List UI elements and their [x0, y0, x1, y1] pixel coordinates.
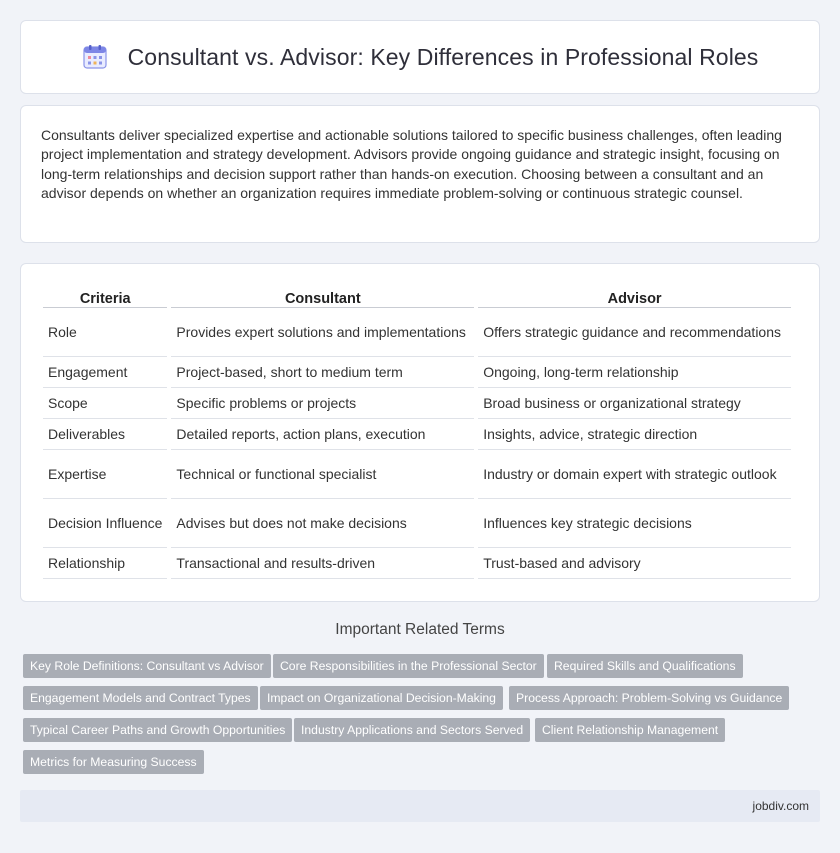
related-tag[interactable]: Key Role Definitions: Consultant vs Advisor: [23, 654, 271, 678]
comparison-table-card: [20, 263, 820, 602]
intro-card: [20, 105, 820, 243]
page-title: Consultant vs. Advisor: Key Differences in Professional Roles: [127, 43, 759, 70]
calendar-grid-icon: [82, 44, 108, 70]
table-row: [43, 357, 791, 388]
footer-site-link[interactable]: jobdiv.com: [752, 799, 809, 813]
consultant-cell: Transactional and results-driven: [171, 548, 474, 579]
related-tag[interactable]: Required Skills and Qualifications: [547, 654, 743, 678]
consultant-cell: Provides expert solutions and implementations: [171, 308, 474, 357]
consultant-cell: Advises but does not make decisions: [171, 499, 474, 548]
table-header-row: [43, 282, 791, 308]
criteria-cell: Scope: [43, 388, 167, 419]
advisor-cell: Industry or domain expert with strategic outlook: [478, 450, 791, 499]
advisor-cell: Influences key strategic decisions: [478, 499, 791, 548]
related-tag[interactable]: Engagement Models and Contract Types: [23, 686, 258, 710]
criteria-cell: Relationship: [43, 548, 167, 579]
criteria-cell: Engagement: [43, 357, 167, 388]
consultant-cell: Specific problems or projects: [171, 388, 474, 419]
intro-text: Consultants deliver specialized expertise and actionable solutions tailored to specific business challenges, often leading project implementation and strategy development. Advisors provide ongoing guidance and strategic insight, focusing on long-term relationships and decision support rather than hands-on execution. Choosing between a consultant and an advisor depends on whether an organization requires immediate problem-solving or continuous strategic counsel.: [41, 127, 782, 202]
table-row: [43, 419, 791, 450]
related-tag[interactable]: Core Responsibilities in the Professional Sector: [273, 654, 544, 678]
footer: [20, 790, 820, 822]
table-row: [43, 388, 791, 419]
table-row: [43, 548, 791, 579]
related-terms-title: Important Related Terms: [335, 621, 505, 638]
advisor-cell: Broad business or organizational strategy: [478, 388, 791, 419]
advisor-cell: Insights, advice, strategic direction: [478, 419, 791, 450]
related-tag[interactable]: Impact on Organizational Decision-Making: [260, 686, 503, 710]
consultant-cell: Project-based, short to medium term: [171, 357, 474, 388]
criteria-cell: Deliverables: [43, 419, 167, 450]
advisor-cell: Offers strategic guidance and recommendations: [478, 308, 791, 357]
advisor-cell: Ongoing, long-term relationship: [478, 357, 791, 388]
table-row: [43, 450, 791, 499]
consultant-cell: Technical or functional specialist: [171, 450, 474, 499]
header-consultant: Consultant: [171, 282, 474, 308]
table-row: [43, 308, 791, 357]
related-tag[interactable]: Client Relationship Management: [535, 718, 725, 742]
criteria-cell: Expertise: [43, 450, 167, 499]
header-card: [20, 20, 820, 94]
advisor-cell: Trust-based and advisory: [478, 548, 791, 579]
related-tag[interactable]: Typical Career Paths and Growth Opportunities: [23, 718, 292, 742]
table-row: [43, 499, 791, 548]
related-tag[interactable]: Industry Applications and Sectors Served: [294, 718, 530, 742]
comparison-table: [39, 282, 795, 579]
related-tag[interactable]: Metrics for Measuring Success: [23, 750, 204, 774]
header-criteria: Criteria: [43, 282, 167, 308]
criteria-cell: Role: [43, 308, 167, 357]
related-tag[interactable]: Process Approach: Problem-Solving vs Guidance: [509, 686, 789, 710]
consultant-cell: Detailed reports, action plans, execution: [171, 419, 474, 450]
criteria-cell: Decision Influence: [43, 499, 167, 548]
header-advisor: Advisor: [478, 282, 791, 308]
